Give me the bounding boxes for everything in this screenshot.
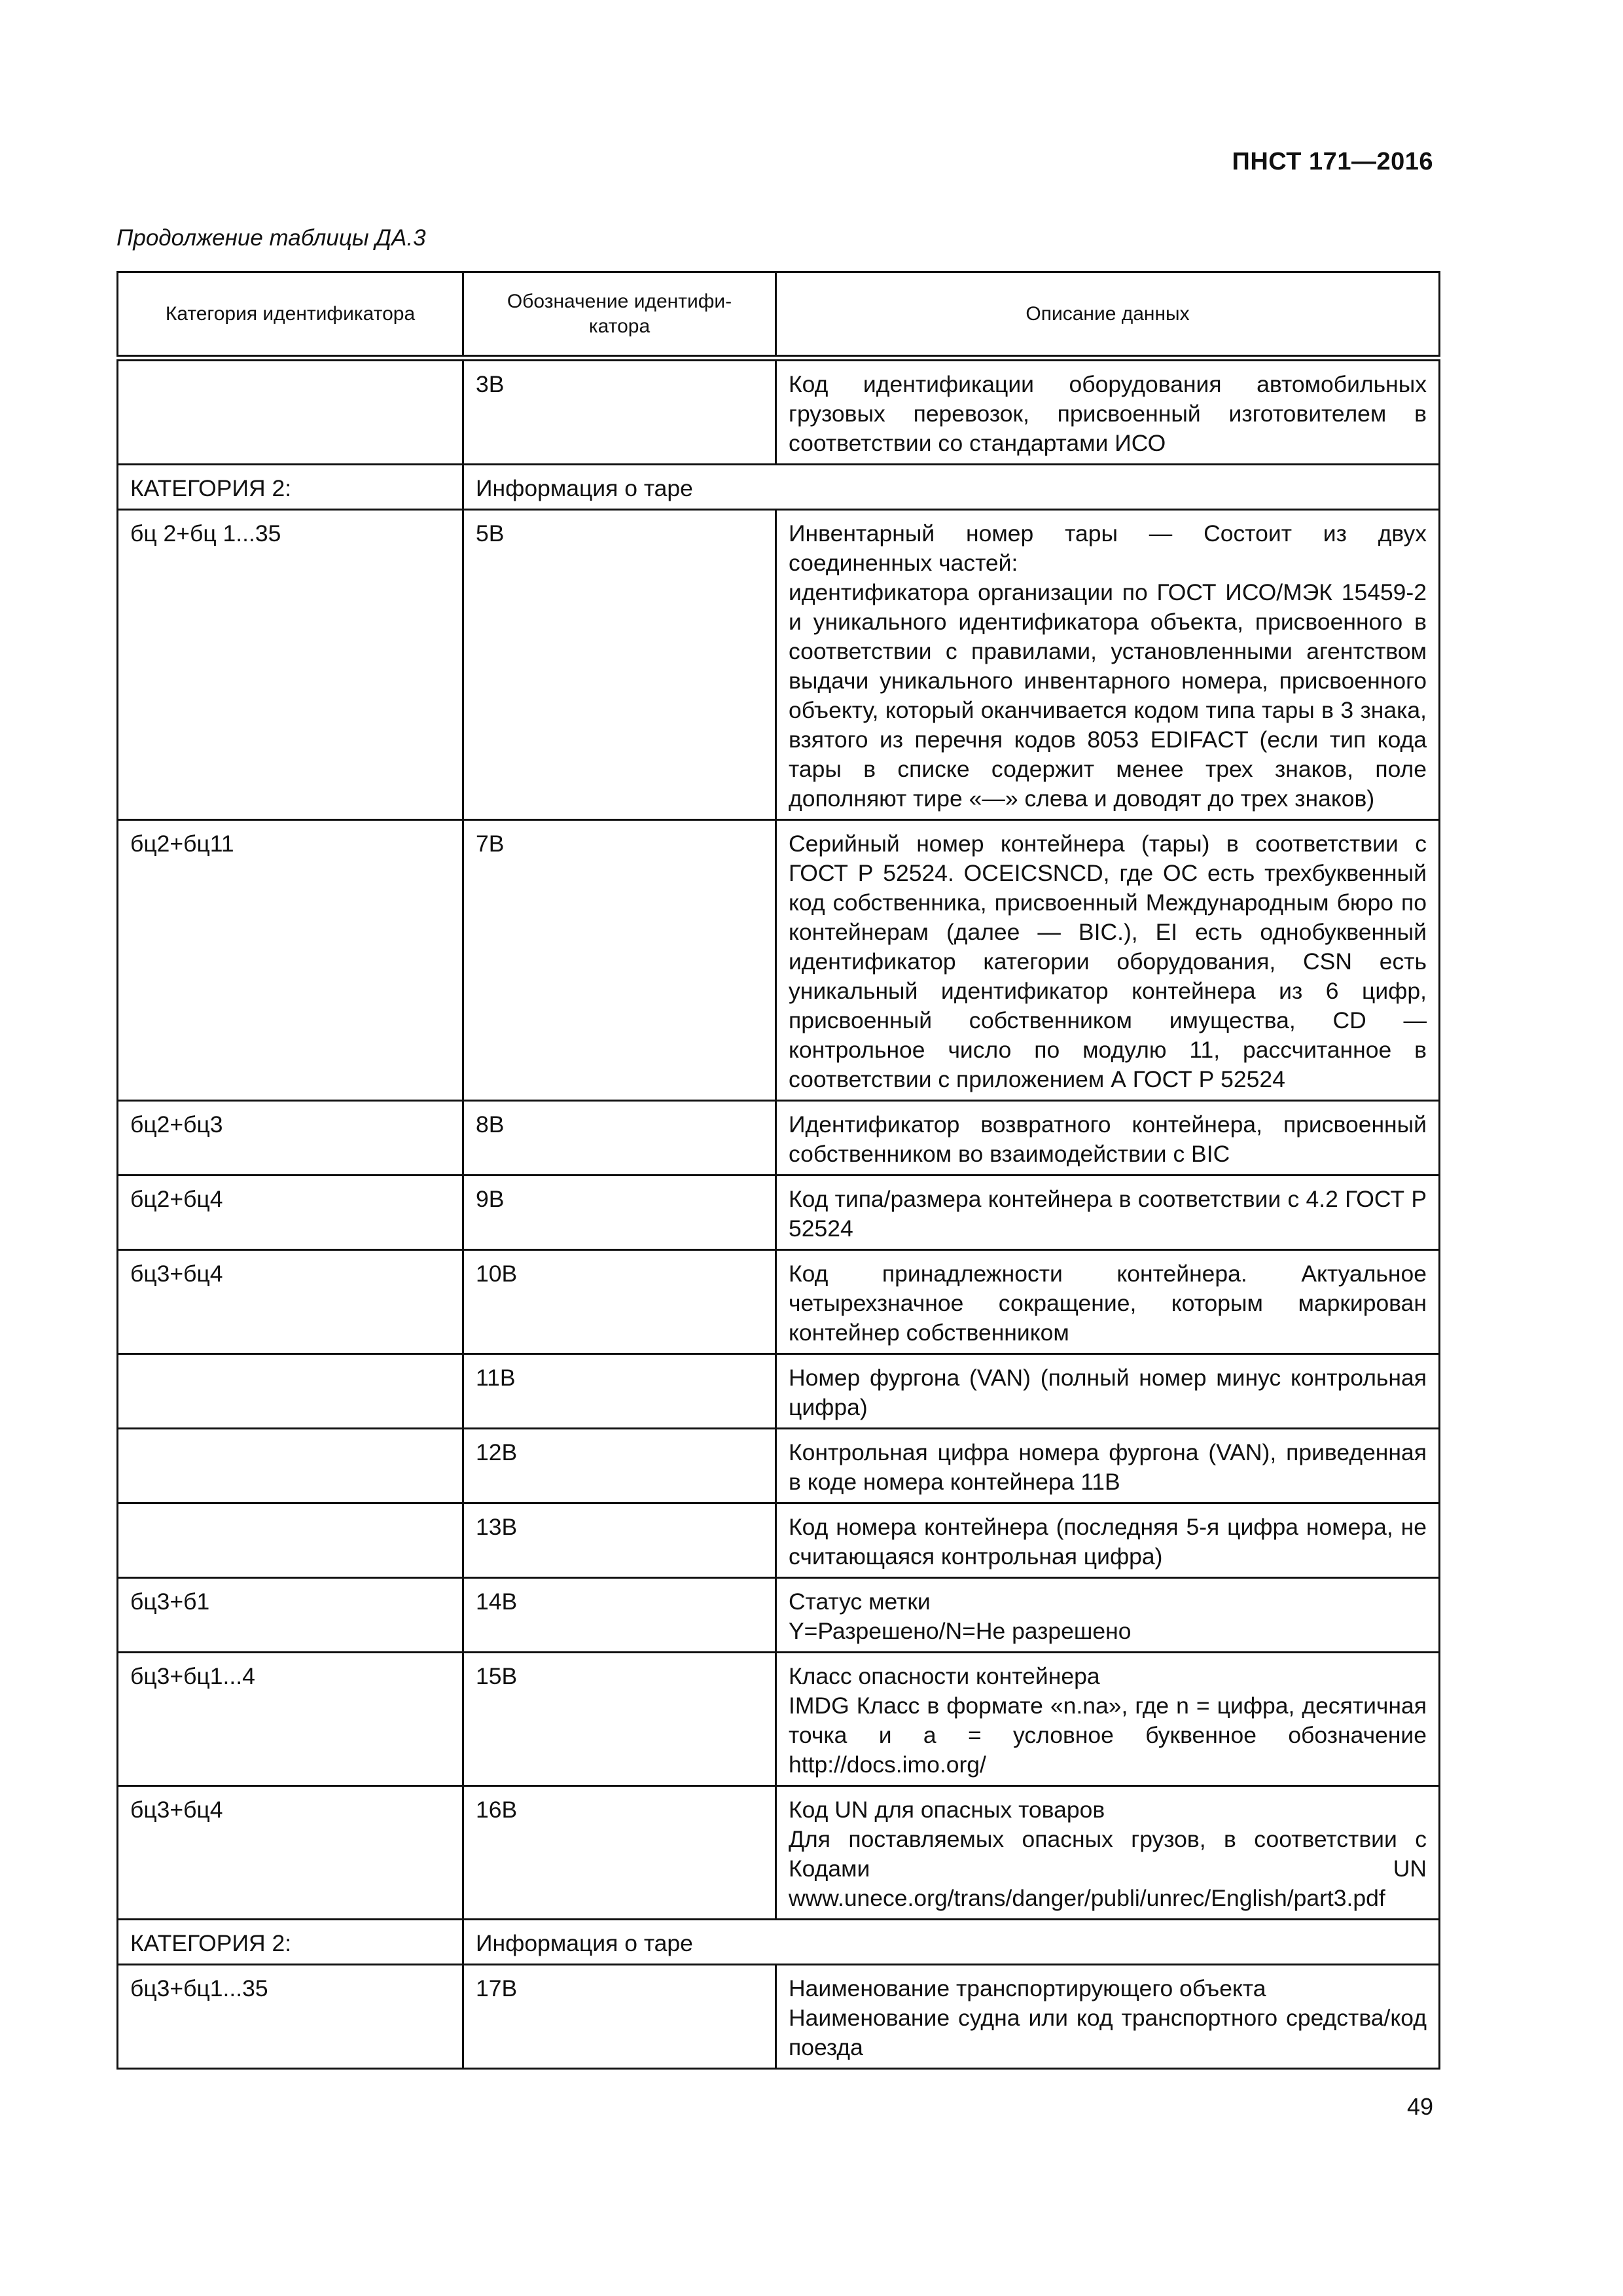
code-cell: 11B [463, 1354, 776, 1429]
table-row [118, 1250, 1440, 1354]
category-cell: бц2+бц11 [118, 820, 463, 1101]
description-line: Код UN для опасных товаров [789, 1797, 1105, 1823]
description-cell [776, 358, 1440, 465]
description-cell [776, 1786, 1440, 1920]
description-line: Наименование транспортирующего объекта [789, 1975, 1266, 2001]
column-header-category: Категория идентификатора [118, 272, 463, 359]
description-line: Код номера контейнера (последняя 5-я цифра номера, не считающаяся контрольная цифра) [789, 1514, 1427, 1570]
description-cell [776, 1354, 1440, 1429]
section-category-cell: КАТЕГОРИЯ 2: [118, 1920, 463, 1965]
table-row [118, 358, 1440, 465]
code-cell: 17B [463, 1965, 776, 2069]
document-code: ПНСТ 171—2016 [1232, 148, 1433, 175]
description-cell [776, 1429, 1440, 1503]
column-header-code: Обозначение идентифи- катора [463, 272, 776, 359]
description-line: Наименование судна или код транспортного средства/код поезда [789, 2005, 1427, 2060]
description-line: Номер фургона (VAN) (полный номер минус контрольная цифра) [789, 1365, 1427, 1420]
category-cell: бц 2+бц 1...35 [118, 510, 463, 820]
description-cell [776, 1101, 1440, 1175]
description-cell [776, 1578, 1440, 1653]
section-title-cell: Информация о таре [463, 465, 1440, 510]
category-cell: бц3+бц1...4 [118, 1653, 463, 1786]
category-cell: бц3+бц4 [118, 1786, 463, 1920]
description-line: Статус метки [789, 1588, 931, 1615]
table-header [118, 272, 1440, 359]
category-cell: бц3+бц1...35 [118, 1965, 463, 2069]
code-cell: 15B [463, 1653, 776, 1786]
table-row [118, 1965, 1440, 2069]
description-line: Код типа/размера контейнера в соответствии с 4.2 ГОСТ Р 52524 [789, 1186, 1427, 1242]
code-cell: 8B [463, 1101, 776, 1175]
description-line: Инвентарный номер тары — Состоит из двух соединенных частей: [789, 520, 1427, 576]
category-cell: бц2+бц3 [118, 1101, 463, 1175]
table-row [118, 1175, 1440, 1250]
description-line: Идентификатор возвратного контейнера, присвоенный собственником во взаимодействии с BIC [789, 1111, 1427, 1167]
column-header-description: Описание данных [776, 272, 1440, 359]
description-line: Для поставляемых опасных грузов, в соответствии с Кодами UN www.unece.org/trans/danger/publi/unrec/English/part3.pdf [789, 1826, 1427, 1911]
section-category-cell: КАТЕГОРИЯ 2: [118, 465, 463, 510]
description-line: Код идентификации оборудования автомобильных грузовых перевозок, присвоенный изготовителем в соответствии со стандартами ИСО [789, 371, 1427, 456]
table-row [118, 820, 1440, 1101]
category-cell: бц3+б1 [118, 1578, 463, 1653]
category-cell [118, 1503, 463, 1578]
description-line: Серийный номер контейнера (тары) в соответствии с ГОСТ Р 52524. OCEICSNCD, где ОС есть трехбуквенный код собственника, присвоенный Международным бюро по контейнерам (далее — BIC.), EI есть однобуквенный идентификатор категории оборудования, CSN есть уникальный идентификатор контейнера из 6 цифр, присвоенный собственником имущества, CD — контрольное число по модулю 11, рассчитанное в соответствии с приложением А ГОСТ Р 52524 [789, 831, 1427, 1092]
section-row [118, 465, 1440, 510]
description-cell [776, 1175, 1440, 1250]
table-row [118, 1786, 1440, 1920]
description-cell [776, 1653, 1440, 1786]
description-line: Y=Разрешено/N=Не разрешено [789, 1618, 1132, 1644]
table-body [118, 358, 1440, 2069]
code-cell: 9B [463, 1175, 776, 1250]
table-row [118, 1653, 1440, 1786]
section-row [118, 1920, 1440, 1965]
category-cell [118, 1429, 463, 1503]
description-line: Класс опасности контейнера [789, 1663, 1100, 1689]
code-cell: 13B [463, 1503, 776, 1578]
description-cell [776, 1250, 1440, 1354]
description-line: Код принадлежности контейнера. Актуальное четырехзначное сокращение, которым маркирован контейнер собственником [789, 1261, 1427, 1346]
category-cell [118, 1354, 463, 1429]
code-cell: 14B [463, 1578, 776, 1653]
code-cell: 10B [463, 1250, 776, 1354]
code-cell: 3B [463, 358, 776, 465]
description-line: идентификатора организации по ГОСТ ИСО/МЭК 15459-2 и уникального идентификатора объекта, присвоенного в соответствии с правилами, установленными агентством выдачи уникального инвентарного номера, присвоенного объекту, который оканчивается кодом типа тары в 3 знака, взятого из перечня кодов 8053 EDIFACT (если тип кода тары в списке содержит менее трех знаков, поле дополняют тире «—» слева и доводят до трех знаков) [789, 579, 1427, 812]
description-cell [776, 820, 1440, 1101]
code-cell: 12B [463, 1429, 776, 1503]
description-line: Контрольная цифра номера фургона (VAN), приведенная в коде номера контейнера 11B [789, 1439, 1427, 1495]
table-row [118, 1578, 1440, 1653]
section-title-cell: Информация о таре [463, 1920, 1440, 1965]
description-line: IMDG Класс в формате «n.na», где n = цифра, десятичная точка и a = условное буквенное обозначение http://docs.imo.org/ [789, 1693, 1427, 1778]
table-row [118, 1503, 1440, 1578]
description-cell [776, 510, 1440, 820]
description-cell [776, 1965, 1440, 2069]
code-cell: 16B [463, 1786, 776, 1920]
page-number: 49 [1406, 2093, 1433, 2120]
description-cell [776, 1503, 1440, 1578]
category-cell: бц2+бц4 [118, 1175, 463, 1250]
code-cell: 5B [463, 510, 776, 820]
table-header-row [118, 272, 1440, 359]
table-continuation-caption: Продолжение таблицы ДА.3 [116, 225, 426, 251]
table-row [118, 510, 1440, 820]
table-row [118, 1101, 1440, 1175]
table-row [118, 1429, 1440, 1503]
code-cell: 7B [463, 820, 776, 1101]
category-cell [118, 358, 463, 465]
table-row [118, 1354, 1440, 1429]
data-identifiers-table [116, 271, 1440, 2070]
category-cell: бц3+бц4 [118, 1250, 463, 1354]
